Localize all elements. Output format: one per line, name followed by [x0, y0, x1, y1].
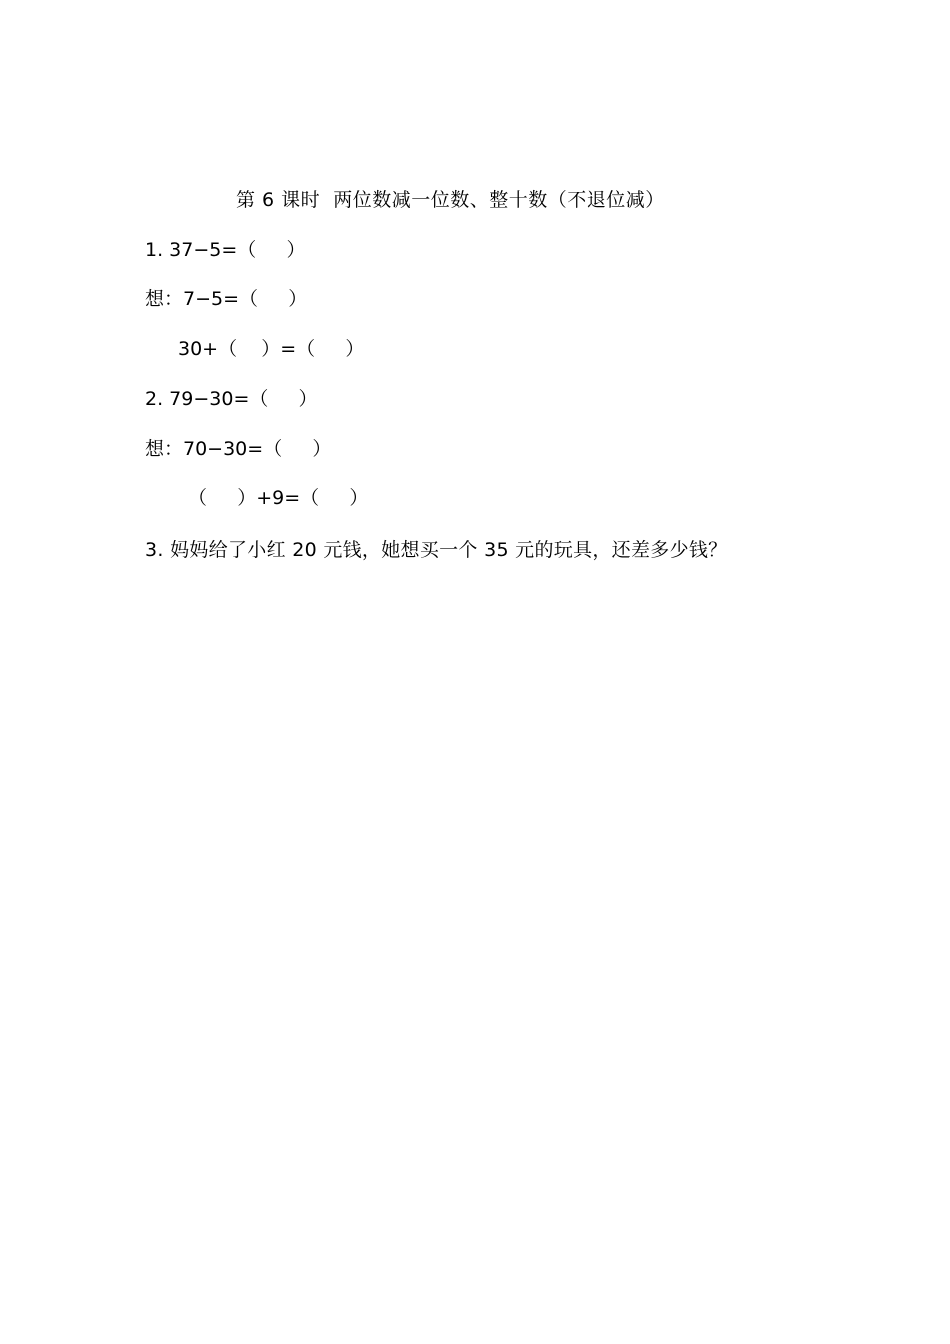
question-2-hint-2: （ ）+9=（ ） — [188, 487, 369, 509]
question-1-hint-2: 30+（ ）=（ ） — [178, 338, 365, 360]
question-2: 2. 79−30=（ ） — [145, 388, 318, 410]
question-3: 3. 妈妈给了小红 20 元钱，她想买一个 35 元的玩具，还差多少钱？ — [145, 539, 728, 561]
question-1: 1. 37−5=（ ） — [145, 239, 306, 261]
question-2-hint-1: 想：70−30=（ ） — [145, 438, 332, 460]
question-1-hint-1: 想：7−5=（ ） — [145, 288, 308, 310]
page-title: 第 6 课时 两位数减一位数、整十数（不退位减） — [236, 189, 665, 211]
